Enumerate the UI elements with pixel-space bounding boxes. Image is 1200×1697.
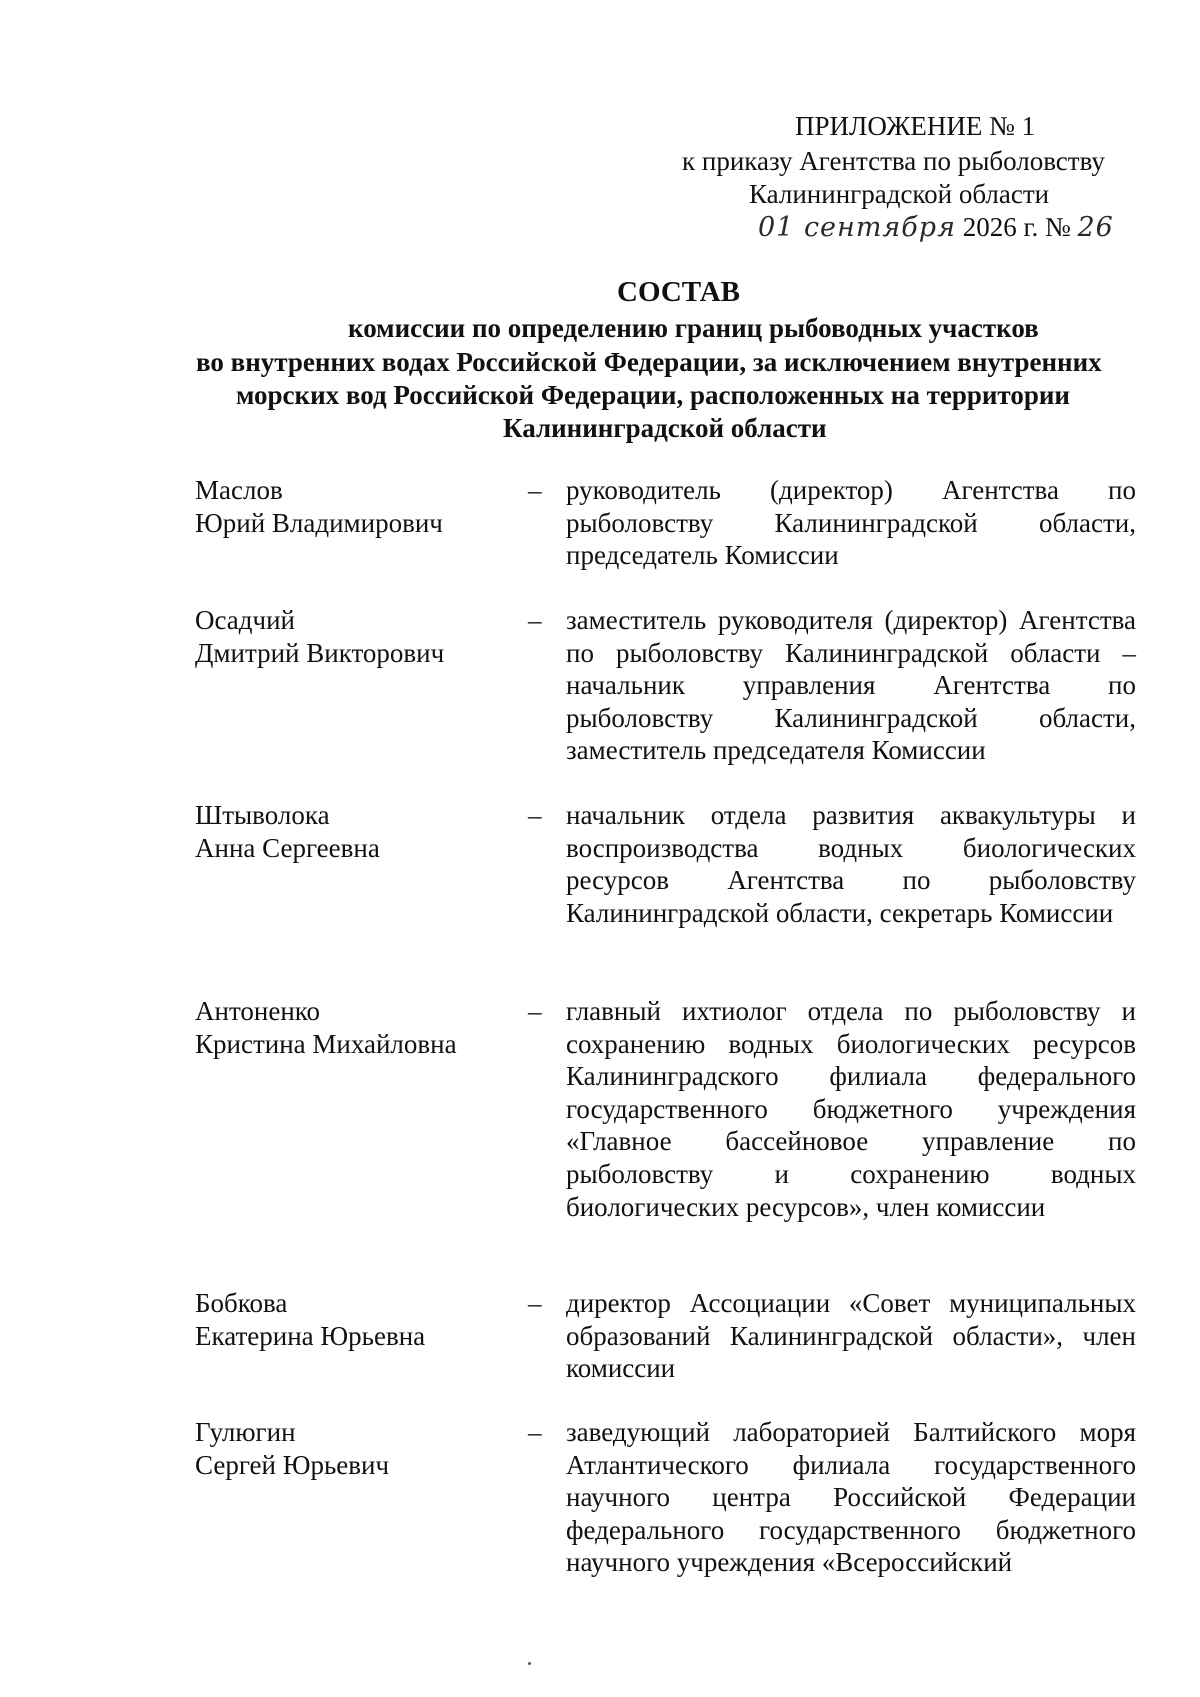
- title-line-1: комиссии по определению границ рыбоводных участков: [348, 313, 1039, 343]
- dash-separator: –: [528, 1417, 542, 1447]
- member-surname: Маслов: [195, 475, 283, 505]
- member-name: [195, 474, 443, 540]
- member-given-names: Екатерина Юрьевна: [195, 1321, 426, 1351]
- member-surname: Бобкова: [195, 1288, 288, 1318]
- title-line-3: морских вод Российской Федерации, расположенных на территории: [236, 380, 1070, 410]
- member-given-names: Сергей Юрьевич: [195, 1450, 390, 1480]
- member-given-names: Анна Сергеевна: [195, 833, 380, 863]
- order-date-line: [758, 211, 1114, 244]
- scan-speck: [528, 1662, 531, 1665]
- dash-separator: –: [528, 475, 542, 505]
- dash-separator: –: [528, 1288, 542, 1318]
- member-name: [195, 1416, 389, 1482]
- member-surname: Осадчий: [195, 605, 296, 635]
- region-name: Калининградской области: [749, 179, 1050, 209]
- member-role: начальник отдела развития аквакультуры и воспроизводства водных биологических ресурсов Агентства по рыболовству Калининградской области, секретарь Комиссии: [566, 800, 1136, 928]
- title-heading: СОСТАВ: [617, 276, 740, 308]
- member-role: директор Ассоциации «Совет муниципальных образований Калининградской области», член комиссии: [566, 1288, 1136, 1384]
- dash-separator: –: [528, 605, 542, 635]
- appendix-number: ПРИЛОЖЕНИЕ № 1: [795, 111, 1036, 141]
- member-given-names: Дмитрий Викторович: [195, 638, 445, 668]
- member-name: [195, 1287, 425, 1353]
- member-given-names: Юрий Владимирович: [195, 508, 443, 538]
- member-role: руководитель (директор) Агентства по рыболовству Калининградской области, председатель Комиссии: [566, 475, 1136, 571]
- title-line-4: Калининградской области: [503, 413, 827, 443]
- dash-separator: –: [528, 800, 542, 830]
- handwritten-date: 01 сентября: [758, 212, 956, 243]
- order-year-number-label: 2026 г. №: [962, 212, 1071, 242]
- member-given-names: Кристина Михайловна: [195, 1029, 457, 1059]
- member-surname: Антоненко: [195, 996, 321, 1026]
- handwritten-order-number: 26: [1077, 212, 1114, 243]
- order-reference: к приказу Агентства по рыболовству: [682, 146, 1105, 176]
- member-name: [195, 604, 444, 670]
- member-name: [195, 995, 457, 1061]
- member-surname: Гулюгин: [195, 1417, 296, 1447]
- member-role: заведующий лабораторией Балтийского моря Атлантического филиала государственного научного центра Российской Федерации федерального государственного бюджетного научного учреждения «Всероссийский: [566, 1417, 1136, 1578]
- member-role: заместитель руководителя (директор) Агентства по рыболовству Калининградской области – начальник управления Агентства по рыболовству Калининградской области, заместитель председателя Комиссии: [566, 605, 1136, 766]
- dash-separator: –: [528, 996, 542, 1026]
- title-line-2: во внутренних водах Российской Федерации, за исключением внутренних: [196, 347, 1102, 377]
- member-surname: Штыволока: [195, 800, 330, 830]
- member-role: главный ихтиолог отдела по рыболовству и сохранению водных биологических ресурсов Калининградского филиала федерального государственного бюджетного учреждения «Главное бассейновое управление по рыболовству и сохранению водных биологических ресурсов», член комиссии: [566, 996, 1136, 1222]
- member-name: [195, 799, 380, 865]
